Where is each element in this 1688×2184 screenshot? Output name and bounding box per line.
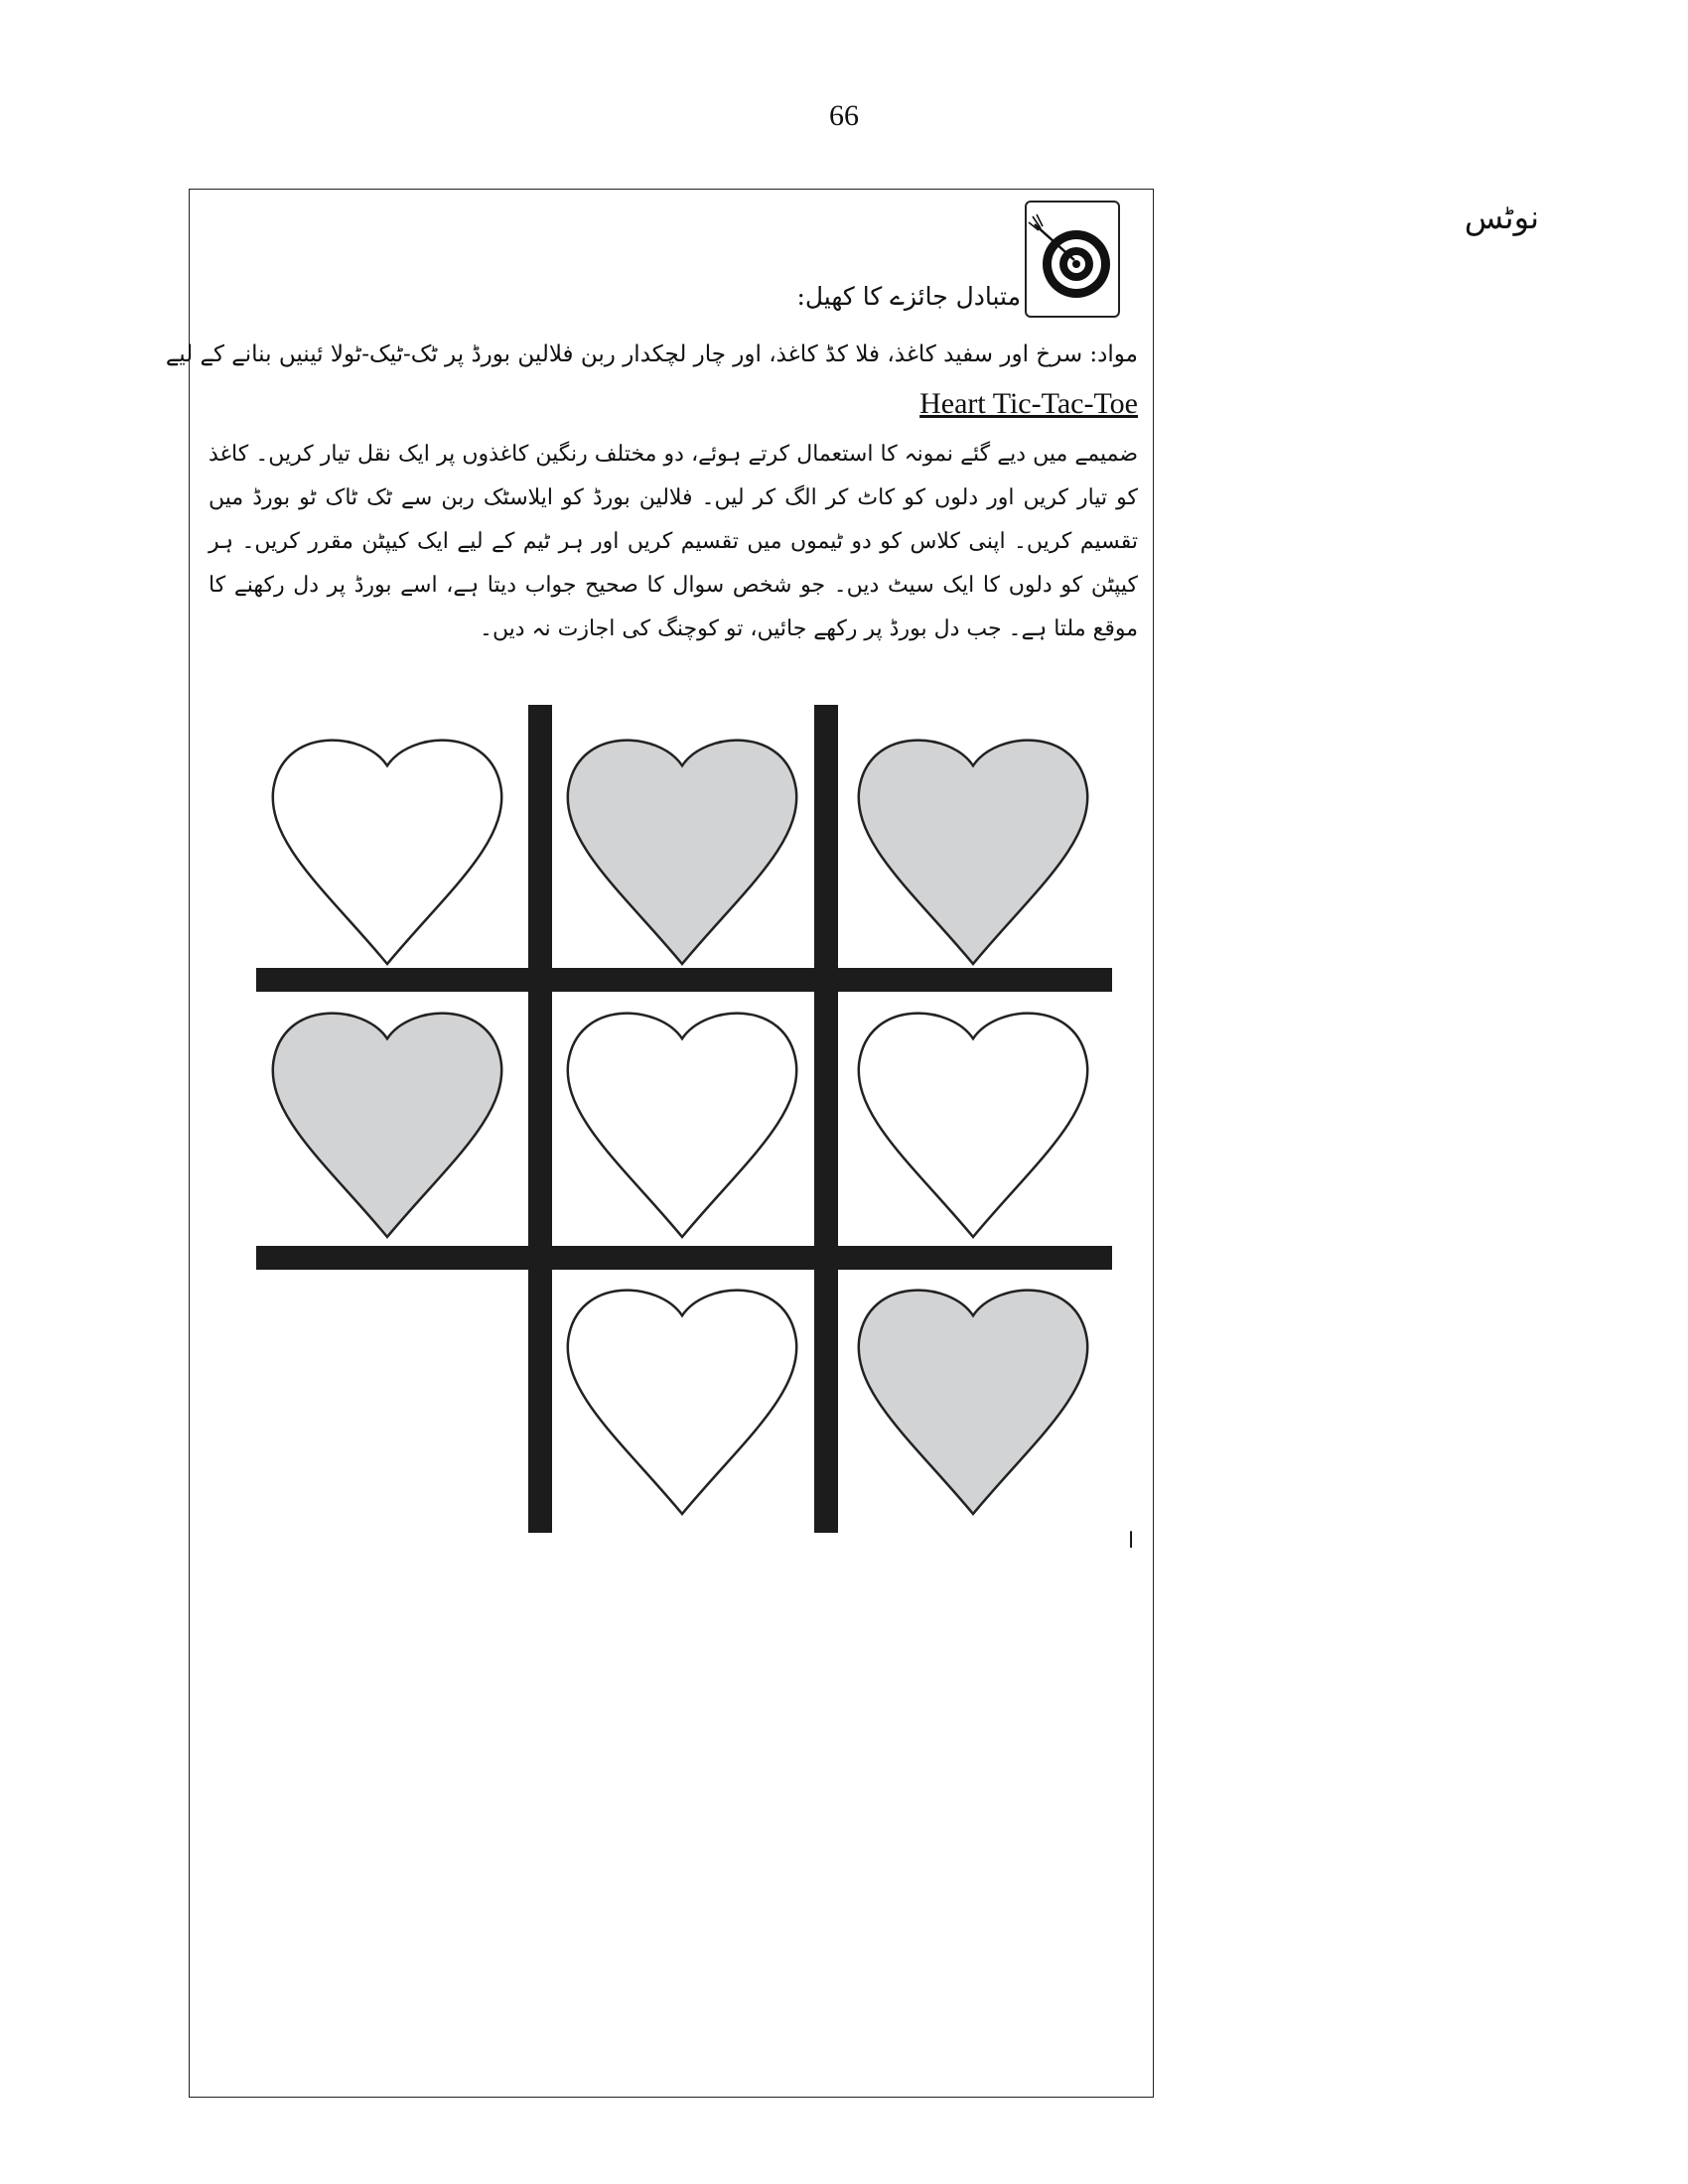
activity-heading: Heart Tic-Tac-Toe <box>919 387 1138 420</box>
grid-line-horizontal-2 <box>256 1246 1112 1270</box>
footnote-mark: ا <box>1128 1529 1135 1554</box>
heart-gray-r2c1 <box>273 1014 501 1237</box>
page-number: 66 <box>829 99 859 132</box>
heart-white-r3c2 <box>568 1291 796 1514</box>
heart-gray-r1c3 <box>859 741 1087 964</box>
board-hearts <box>273 741 1087 1514</box>
heart-gray-r1c2 <box>568 741 796 964</box>
heart-white-r2c2 <box>568 1014 796 1237</box>
materials-line: مواد: سرخ اور سفید کاغذ، فلا کڈ کاغذ، اور چار لچکدار ربن فلالین بورڈ پر ٹک-ٹیک-ٹولا ئینیں بنانے کے لیے <box>165 341 1138 367</box>
heart-gray-r3c3 <box>859 1291 1087 1514</box>
instructions-paragraph: ضمیمے میں دیے گئے نمونہ کا استعمال کرتے ہوئے، دو مختلف رنگین کاغذوں پر ایک نقل تیار کریں۔ کاغذ کو تیار کریں اور دلوں کو کاٹ کر الگ کر لیں۔ فلالین بورڈ کو ایلاسٹک ربن سے ٹک ٹاک ٹو بورڈ میں تقسیم کریں۔ اپنی کلاس کو دو ٹیموں میں تقسیم کریں اور ہر ٹیم کے لیے ایک کیپٹن مقرر کریں۔ ہر کیپٹن کو دلوں کا ایک سیٹ دیں۔ جو شخص سوال کا صحیح جواب دیتا ہے، اسے بورڈ پر دل رکھنے کا موقع ملتا ہے۔ جب دل بورڈ پر رکھے جائیں، تو کوچنگ کی اجازت نہ دیں۔ <box>209 442 1138 641</box>
grid-line-horizontal-1 <box>256 968 1112 992</box>
grid-line-vertical-1 <box>528 705 552 1533</box>
activity-title: متبادل جائزے کا کھیل: <box>796 282 1021 311</box>
heart-white-r1c1 <box>273 741 501 964</box>
heart-white-r2c3 <box>859 1014 1087 1237</box>
notes-label: نوٹس <box>1464 199 1539 236</box>
grid-line-vertical-2 <box>814 705 838 1533</box>
